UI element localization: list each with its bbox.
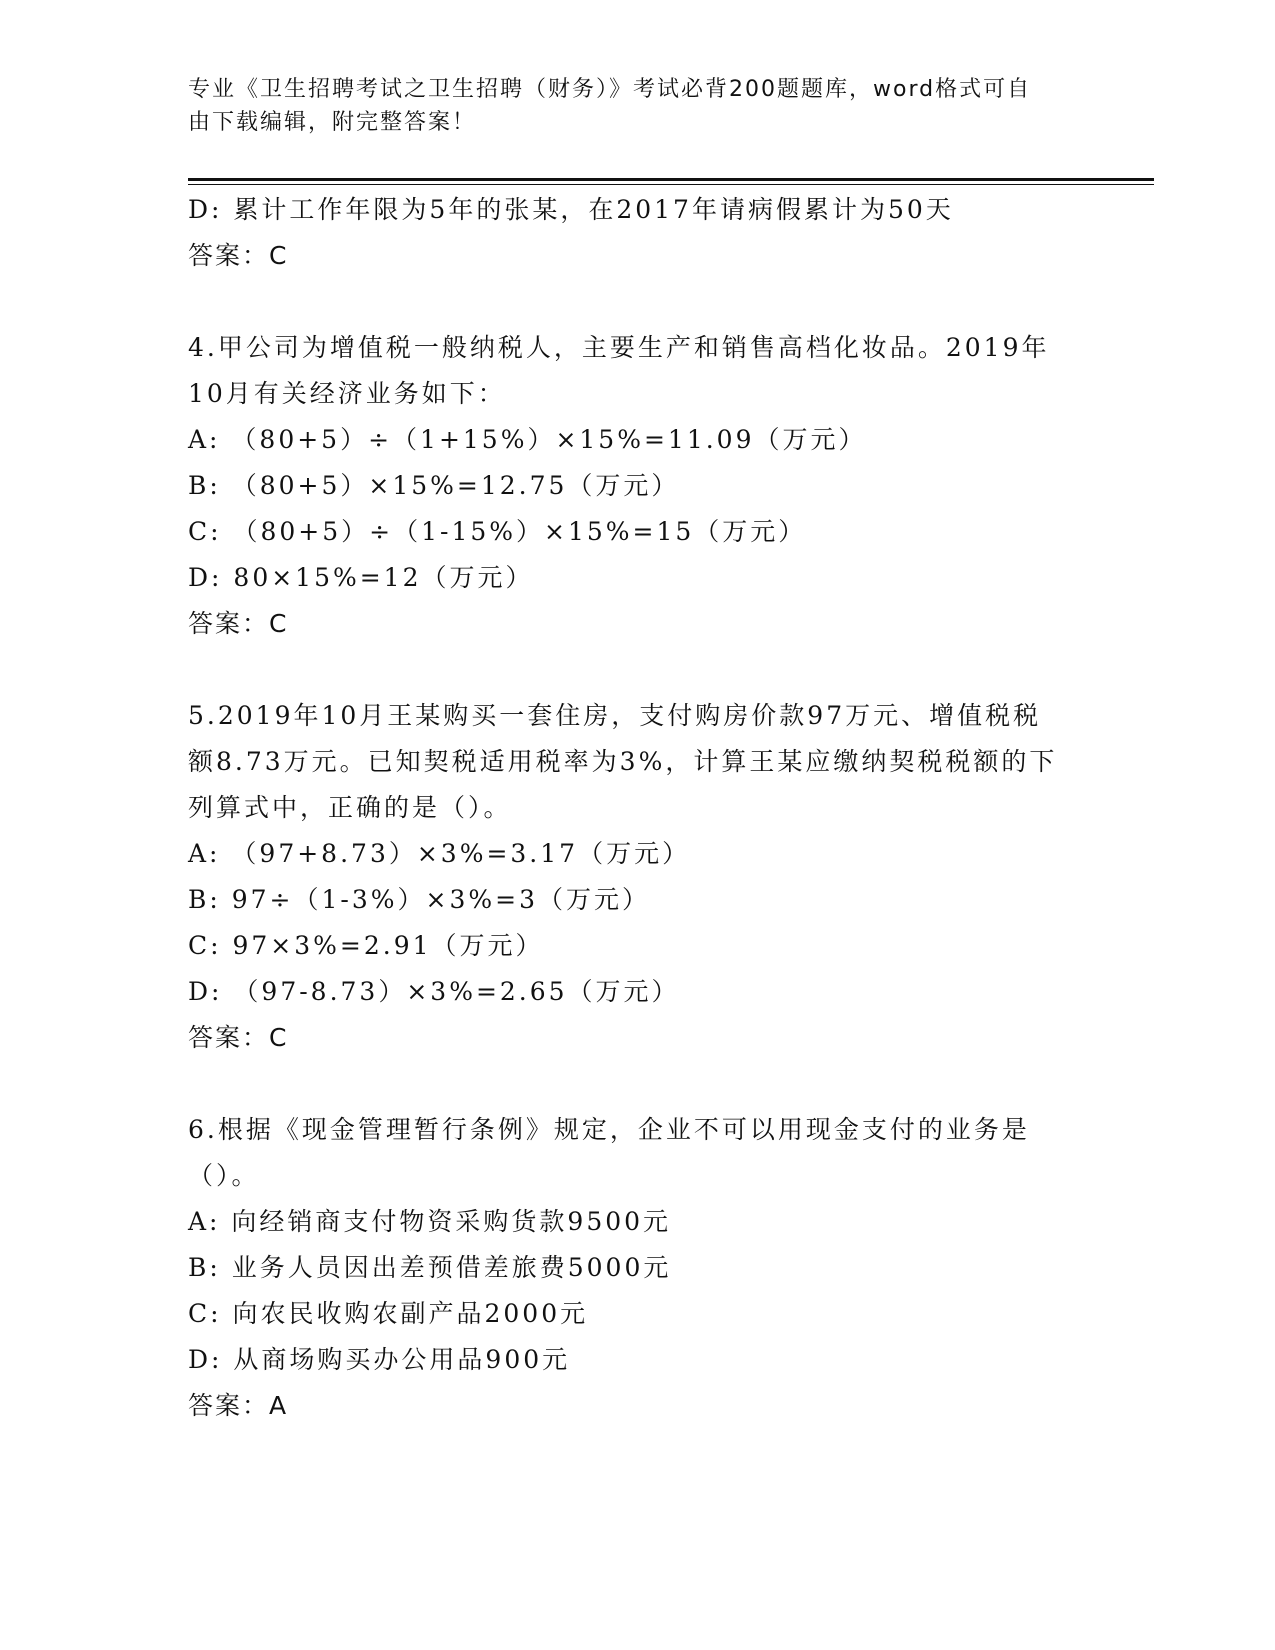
question-stem: 5.2019年10月王某购买一套住房，支付购房价款97万元、增值税税 <box>188 701 1042 730</box>
answer-line: 答案：C <box>188 1023 289 1052</box>
spacer <box>188 279 1088 325</box>
option-d: D: 从商场购买办公用品900元 <box>188 1345 571 1374</box>
question-6 <box>188 1107 1088 1429</box>
question-list <box>188 187 1088 1429</box>
option-d: D: （97-8.73）×3%=2.65（万元） <box>188 977 680 1006</box>
answer-line: 答案：C <box>188 609 289 638</box>
header-line-2: 由下载编辑，附完整答案！ <box>188 110 477 135</box>
header-divider-thin <box>188 184 1154 185</box>
question-stem: 6.根据《现金管理暂行条例》规定，企业不可以用现金支付的业务是 <box>188 1115 1030 1144</box>
option-b: B: 业务人员因出差预借差旅费5000元 <box>188 1253 672 1282</box>
answer-line: 答案：A <box>188 1391 289 1420</box>
option-b: B: （80+5）×15%=12.75（万元） <box>188 471 680 500</box>
question-stem: 4.甲公司为增值税一般纳税人，主要生产和销售高档化妆品。2019年 <box>188 333 1050 362</box>
spacer <box>188 647 1088 693</box>
answer-line: 答案：C <box>188 241 289 270</box>
header-line-1: 专业《卫生招聘考试之卫生招聘（财务）》考试必背200题题库，word格式可自 <box>188 77 1032 102</box>
option-b: B: 97÷（1-3%）×3%=3（万元） <box>188 885 650 914</box>
option-c: C: 向农民收购农副产品2000元 <box>188 1299 589 1328</box>
question-stem: 列算式中，正确的是（）。 <box>188 793 512 822</box>
option-c: C: 97×3%=2.91（万元） <box>188 931 544 960</box>
header-divider-thick <box>188 178 1154 181</box>
spacer <box>188 1061 1088 1107</box>
option-c: C: （80+5）÷（1-15%）×15%=15（万元） <box>188 517 807 546</box>
option-a: A: （80+5）÷（1+15%）×15%=11.09（万元） <box>188 425 867 454</box>
question-stem: 额8.73万元。已知契税适用税率为3%，计算王某应缴纳契税税额的下 <box>188 747 1058 776</box>
option-a: A: （97+8.73）×3%=3.17（万元） <box>188 839 691 868</box>
page-header <box>188 73 1068 139</box>
question-4 <box>188 325 1088 647</box>
option-a: A: 向经销商支付物资采购货款9500元 <box>188 1207 672 1236</box>
option-d: D: 累计工作年限为5年的张某，在2017年请病假累计为50天 <box>188 195 954 224</box>
question-stem: （）。 <box>188 1161 260 1190</box>
question-stem: 10月有关经济业务如下： <box>188 379 506 408</box>
option-d: D: 80×15%=12（万元） <box>188 563 534 592</box>
question-5 <box>188 693 1088 1061</box>
question-3-tail <box>188 187 1088 279</box>
